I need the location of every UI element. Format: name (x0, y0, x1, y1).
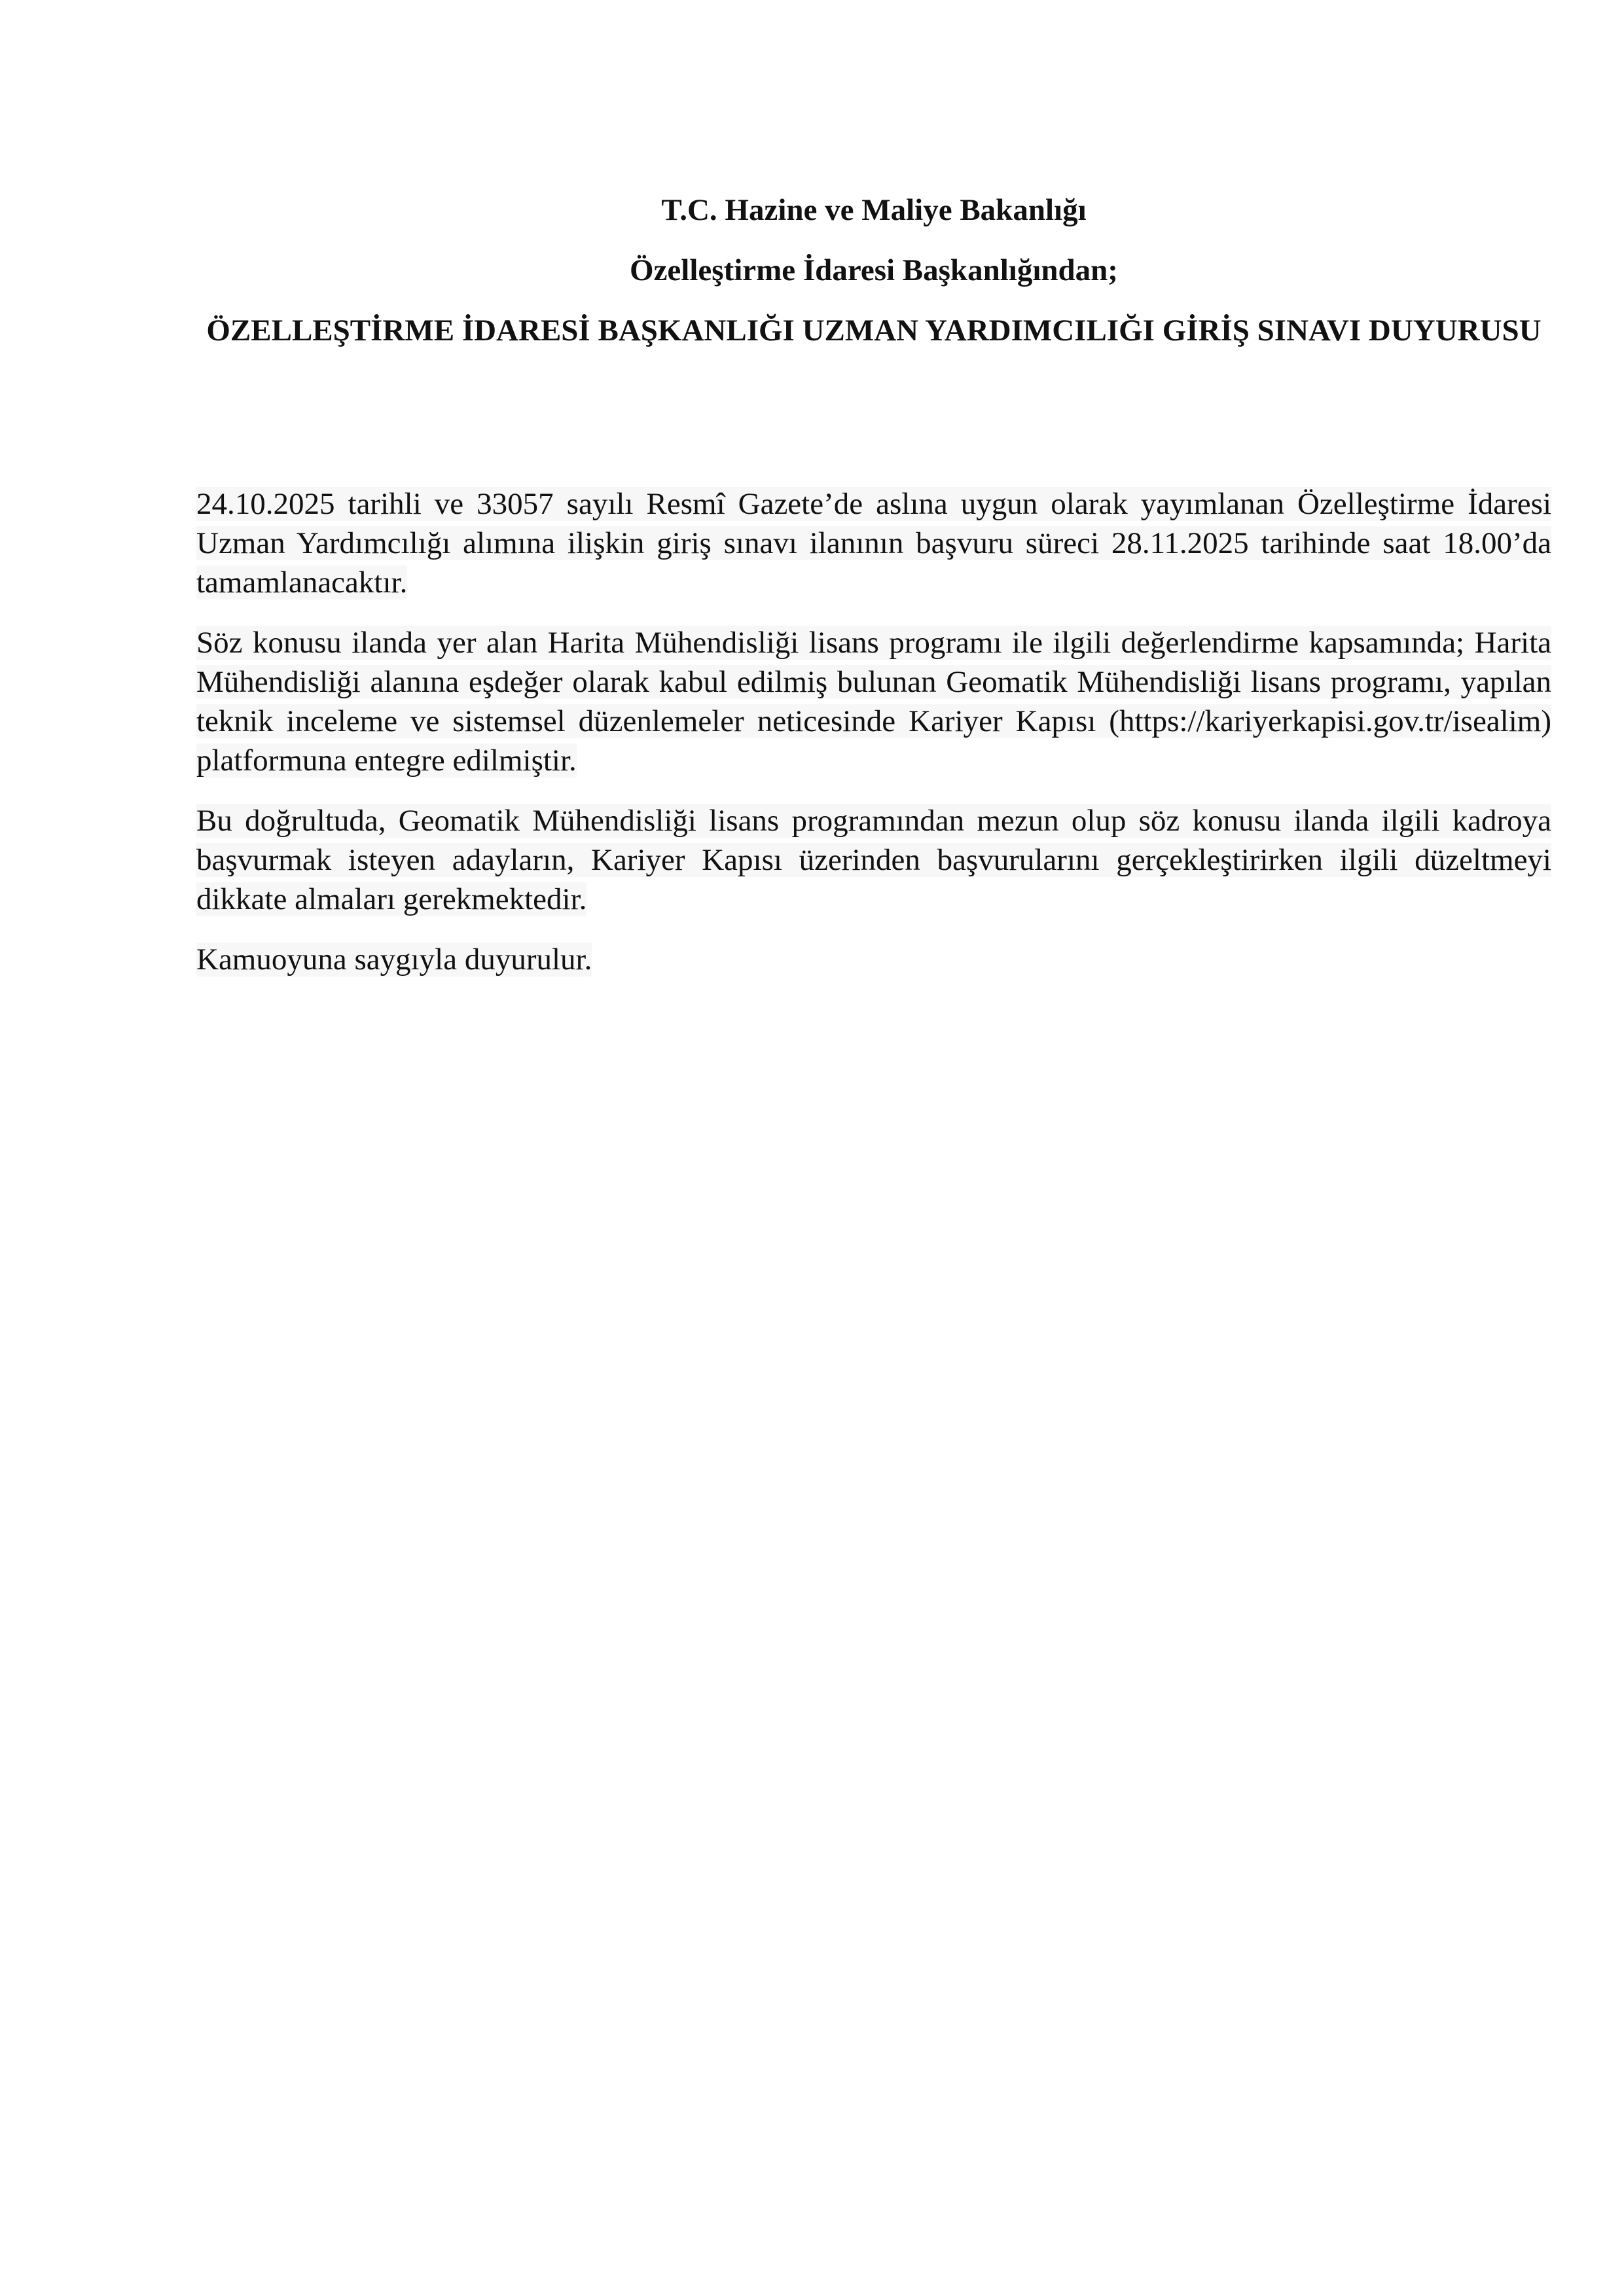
paragraph-text: Söz konusu ilanda yer alan Harita Mühendisliği lisans programı ile ilgili değerlendirme kapsamında; Harita Mühendisliği alanına eşdeğer olarak kabul edilmiş bulunan Geomatik Mühendisliği lisans programı, yapılan teknik inceleme ve sistemsel düzenlemeler neticesinde Kariyer Kapısı (https://kariyerkapisi.gov.tr/isealim) platformuna entegre edilmiştir. (196, 626, 1551, 778)
document-header (196, 191, 1551, 350)
paragraph-text: Bu doğrultuda, Geomatik Mühendisliği lisans programından mezun olup söz konusu ilanda ilgili kadroya başvurmak isteyen adayların, Kariyer Kapısı üzerinden başvurularını gerçekleştirirken ilgili düzeltmeyi dikkate almaları gerekmektedir. (196, 804, 1551, 916)
issuing-authority: Özelleştirme İdaresi Başkanlığından; (630, 253, 1118, 287)
closing-text: Kamuoyuna saygıyla duyurulur. (196, 942, 592, 977)
ministry-name: T.C. Hazine ve Maliye Bakanlığı (661, 193, 1087, 227)
paragraph-application-deadline (196, 484, 1551, 602)
closing-statement (196, 940, 1551, 979)
paragraph-geomatics-integration (196, 623, 1551, 780)
announcement-title: ÖZELLEŞTİRME İDARESİ BAŞKANLIĞI UZMAN YARDIMCILIĞI GİRİŞ SINAVI DUYURUSU (206, 314, 1542, 348)
document-body (196, 484, 1551, 1000)
paragraph-text: 24.10.2025 tarihli ve 33057 sayılı Resmî Gazete’de aslına uygun olarak yayımlanan Özelleştirme İdaresi Uzman Yardımcılığı alımına ilişkin giriş sınavı ilanının başvuru süreci 28.11.2025 tarihinde saat 18.00’da tamamlanacaktır. (196, 487, 1551, 600)
paragraph-applicant-instructions (196, 801, 1551, 919)
